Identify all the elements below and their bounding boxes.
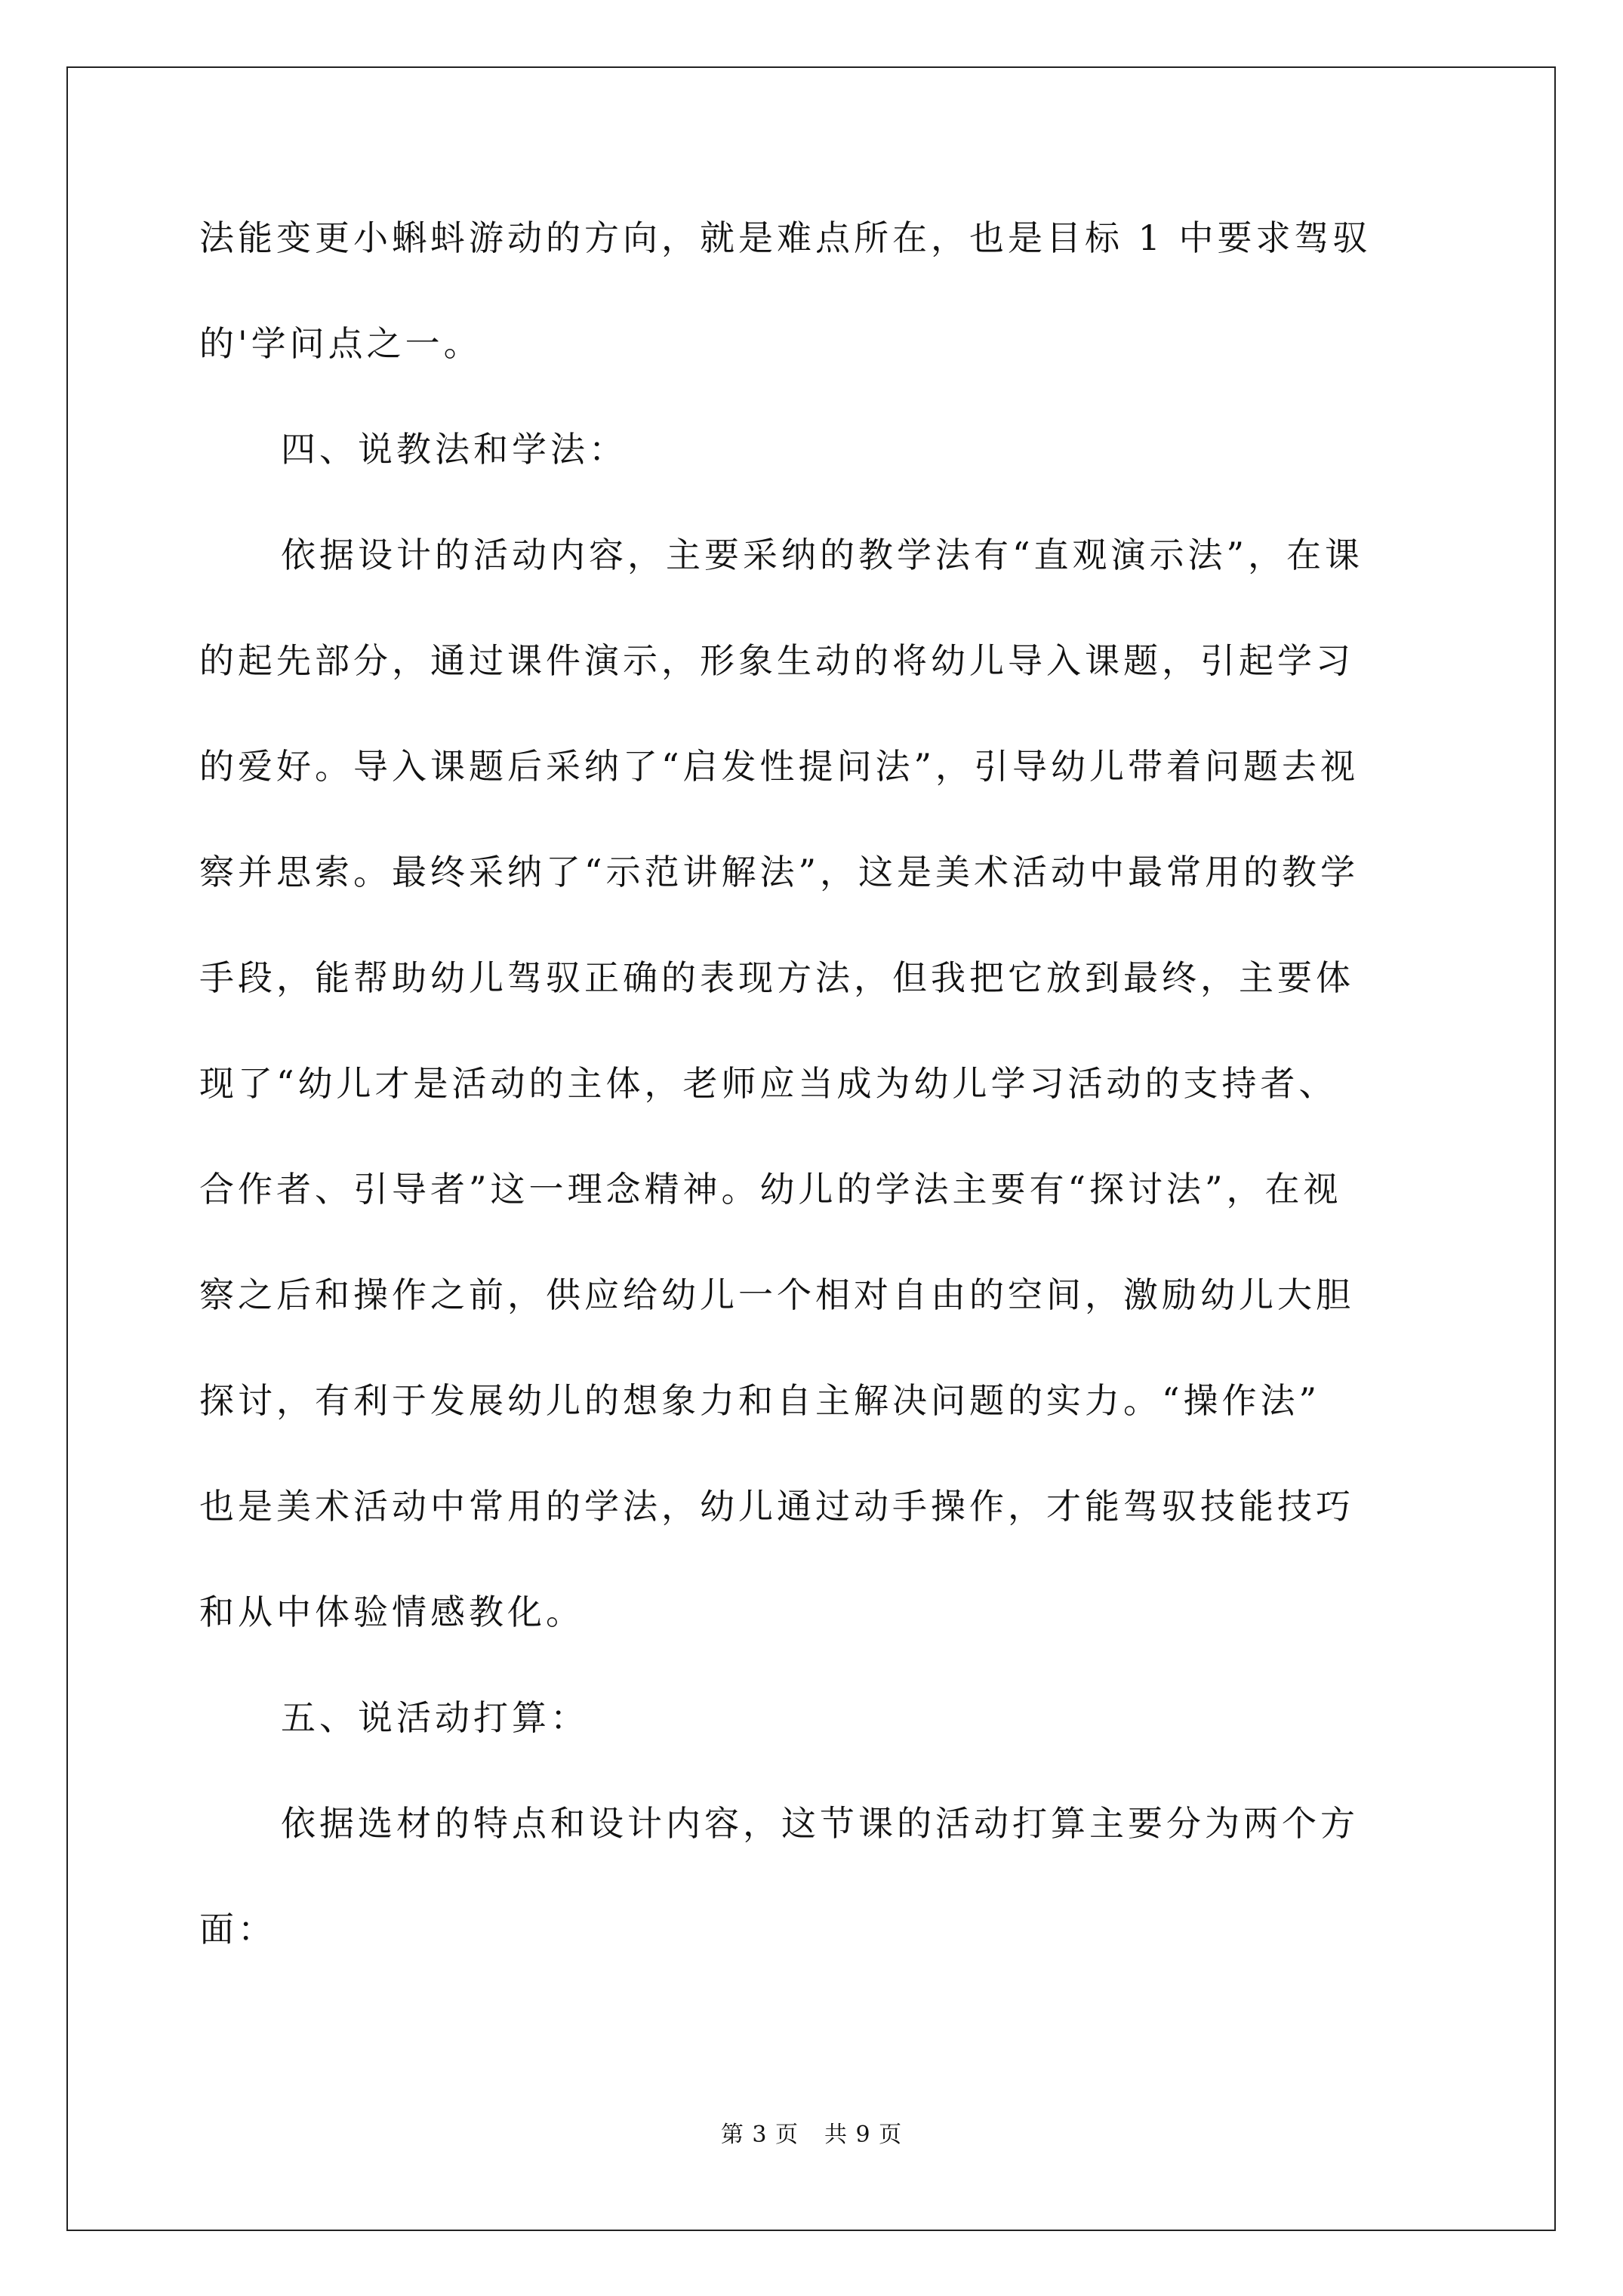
text-line-5: 的起先部分，通过课件演示，形象生动的将幼儿导入课题，引起学习 [199, 640, 1354, 681]
text-line-6: 的爱好。导入课题后采纳了“启发性提问法”，引导幼儿带着问题去视 [199, 746, 1360, 787]
section-heading-activity-preparation: 五、说活动打算： [281, 1697, 589, 1738]
text-line-13: 也是美术活动中常用的学法，幼儿通过动手操作，才能驾驭技能技巧 [199, 1486, 1354, 1527]
text-line-14: 和从中体验情感教化。 [199, 1592, 584, 1632]
document-body [199, 185, 1437, 1982]
text-line-1: 法能变更小蝌蚪游动的方向，就是难点所在，也是目标 1 中要求驾驭 [199, 217, 1372, 258]
text-line-10: 合作者、引导者”这一理念精神。幼儿的学法主要有“探讨法”，在视 [199, 1169, 1342, 1210]
text-line-2: 的'学问点之一。 [199, 323, 482, 364]
text-line-8: 手段，能帮助幼儿驾驭正确的表现方法，但我把它放到最终，主要体 [199, 957, 1354, 998]
section-heading-teaching-methods: 四、说教法和学法： [281, 429, 627, 470]
text-line-7: 察并思索。最终采纳了“示范讲解法”，这是美术活动中最常用的教学 [199, 852, 1360, 892]
text-line-12: 探讨，有利于发展幼儿的想象力和自主解决问题的实力。“操作法” [199, 1380, 1321, 1421]
page-number: 第 3 页 [720, 2122, 799, 2148]
page-footer [0, 2116, 1623, 2149]
text-line-11: 察之后和操作之前，供应给幼儿一个相对自由的空间，激励幼儿大胆 [199, 1274, 1354, 1315]
page-total: 共 9 页 [824, 2122, 903, 2148]
text-line-9: 现了“幼儿才是活动的主体，老师应当成为幼儿学习活动的支持者、 [199, 1063, 1338, 1104]
text-line-4: 依据设计的活动内容，主要采纳的教学法有“直观演示法”，在课 [281, 535, 1364, 575]
text-line-17: 面： [199, 1909, 276, 1949]
text-line-16: 依据选材的特点和设计内容，这节课的活动打算主要分为两个方 [281, 1803, 1359, 1844]
